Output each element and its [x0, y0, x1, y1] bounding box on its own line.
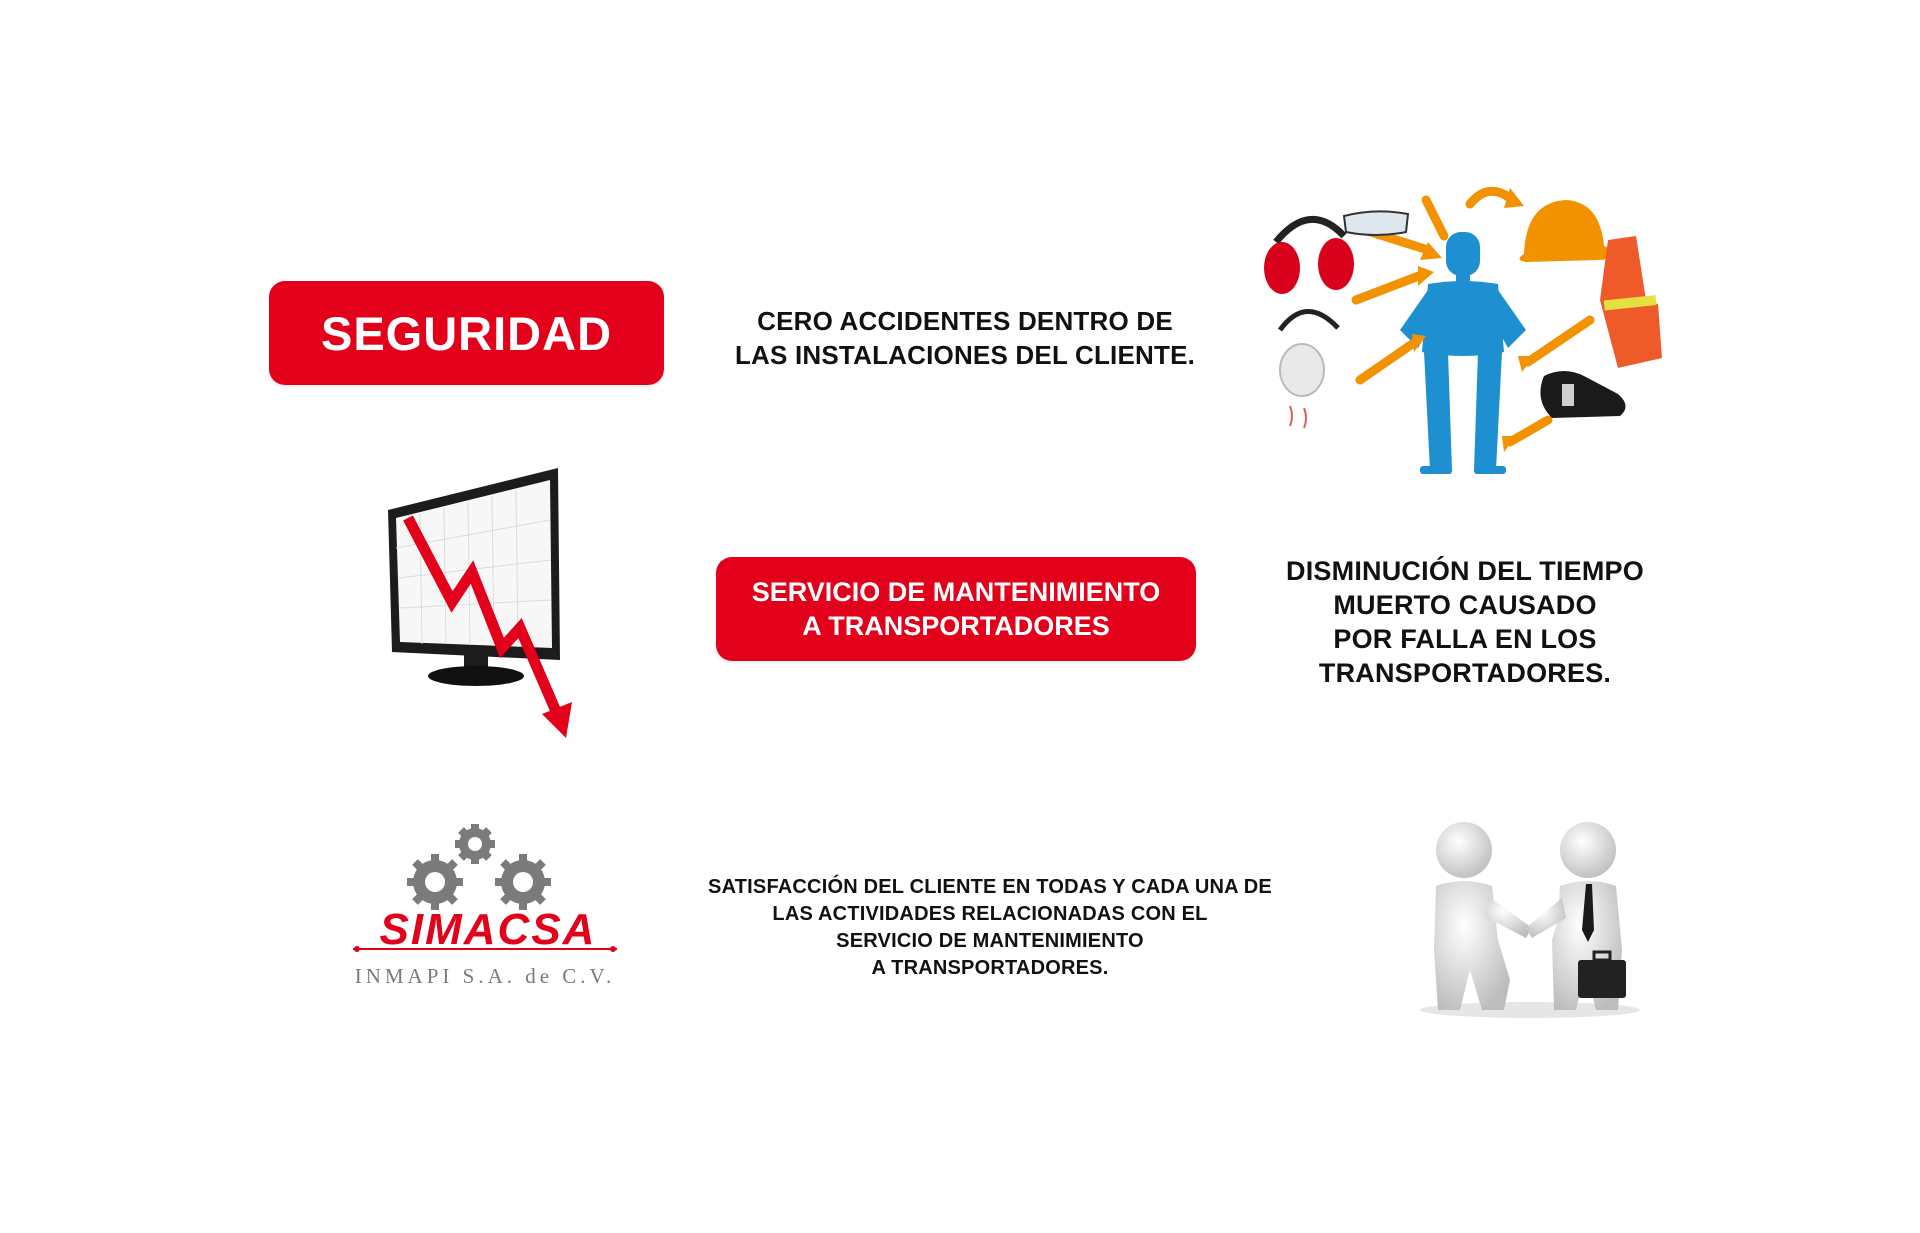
handshake-figures-icon [1400, 820, 1660, 1020]
seguridad-badge-label: SEGURIDAD [320, 306, 613, 360]
satisfaccion-text-line-2: LAS ACTIVIDADES RELACIONADAS CON EL [772, 903, 1208, 925]
satisfaccion-text-line-4: A TRANSPORTADORES. [871, 957, 1109, 979]
safety-equipment-figure-icon [1248, 180, 1678, 480]
gears-icon [405, 822, 555, 912]
seguridad-description [700, 304, 1230, 372]
satisfaccion-text-line-3: SERVICIO DE MANTENIMIENTO [836, 930, 1144, 952]
seguridad-text-line-2: LAS INSTALACIONES DEL CLIENTE. [734, 340, 1196, 370]
servicio-badge [716, 557, 1196, 661]
seguridad-text-line-1: CERO ACCIDENTES DENTRO DE [757, 306, 1173, 336]
servicio-description [1260, 554, 1670, 690]
satisfaccion-text-line-1: SATISFACCIÓN DEL CLIENTE EN TODAS Y CADA UNA DE [708, 876, 1272, 898]
seguridad-badge [269, 281, 664, 385]
servicio-text-line-4: TRANSPORTADORES. [1318, 658, 1612, 688]
servicio-text-line-2: MUERTO CAUSADO [1333, 590, 1597, 620]
logo-company: INMAPI S.A. de C.V. [354, 964, 616, 988]
circuit-lines-icon [353, 942, 617, 956]
logo-brand: SIMACSA [379, 905, 597, 954]
servicio-badge-line-1: SERVICIO DE MANTENIMIENTO [751, 577, 1161, 607]
servicio-badge-line-2: A TRANSPORTADORES [802, 611, 1110, 641]
servicio-text-line-1: DISMINUCIÓN DEL TIEMPO [1286, 556, 1644, 586]
simacsa-logo [345, 822, 625, 992]
servicio-text-line-3: POR FALLA EN LOS [1333, 624, 1597, 654]
satisfaccion-description [660, 874, 1320, 982]
monitor-downtrend-icon [380, 468, 580, 738]
